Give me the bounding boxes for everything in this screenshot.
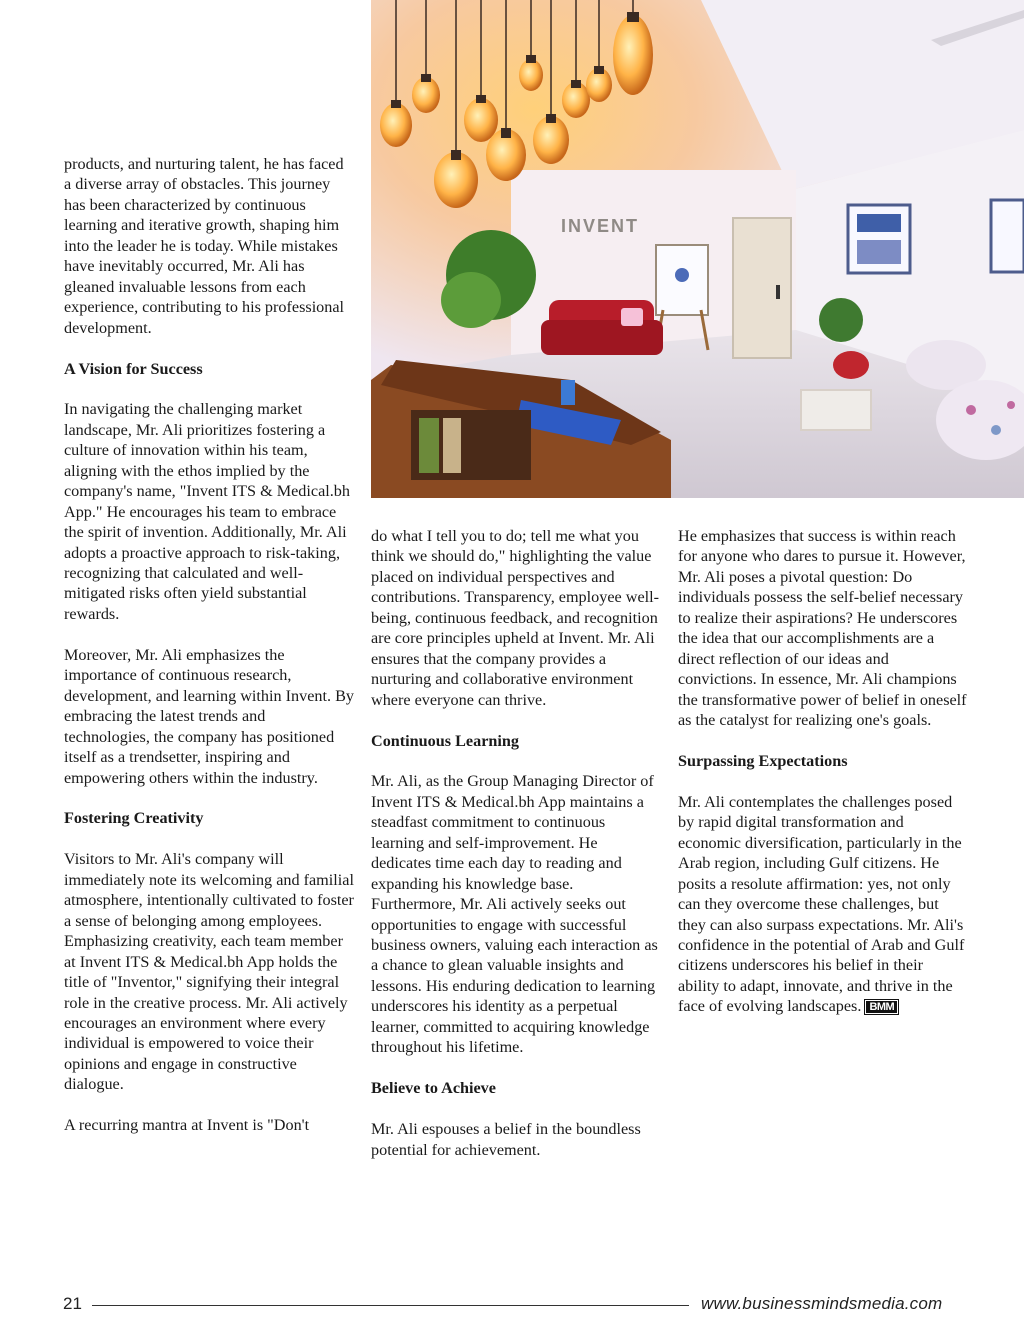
- wall-sign: INVENT: [561, 216, 640, 236]
- footer-url: www.businessmindsmedia.com: [701, 1294, 943, 1313]
- paragraph: In navigating the challenging market landscape, Mr. Ali prioritizes fostering a culture of innovation within his team, aligning with the ethos implied by the company's name, "Invent ITS & Medical.bh App." He encourages his team to embrace the spirit of invention. Additionally, Mr. Ali adopts a proactive approach to risk-taking, recognizing that calculated and well-mitigated risks often yield substantial rewards.: [64, 400, 350, 623]
- footer-divider: [92, 1305, 689, 1306]
- end-mark-logo: BMM: [865, 1000, 898, 1014]
- article-column-2: [371, 526, 661, 1180]
- paragraph: Mr. Ali espouses a belief in the boundless potential for achievement.: [371, 1120, 641, 1159]
- section-heading: Believe to Achieve: [371, 1079, 496, 1098]
- paragraph: do what I tell you to do; tell me what you think we should do," highlighting the value placed on individual perspectives and contributions. Transparency, employee well-being, continuous feedback, and recognition are core principles upheld at Invent. Mr. Ali ensures that the company provides a nurturing and collaborative environment where everyone can thrive.: [371, 527, 660, 709]
- office-photo: [371, 0, 1024, 498]
- paragraph: Mr. Ali, as the Group Managing Director of Invent ITS & Medical.bh App maintains a steadfast commitment to continuous learning and self-improvement. He dedicates time each day to reading and expanding his knowledge base. Furthermore, Mr. Ali actively seeks out opportunities to engage with successful business owners, valuing each interaction as a chance to glean valuable insights and lessons. His enduring dedication to learning underscores his identity as a perpetual learner, committed to acquiring knowledge throughout his lifetime.: [371, 772, 658, 1057]
- paragraph: [678, 792, 968, 1017]
- paragraph: Moreover, Mr. Ali emphasizes the importance of continuous research, development, and learning within Invent. By embracing the latest trends and technologies, the company has positioned itself as a trendsetter, inspiring and empowering others within the industry.: [64, 645, 354, 787]
- paragraph: products, and nurturing talent, he has faced a diverse array of obstacles. This journey has been characterized by continuous learning and iterative growth, shaping him into the leader he is today. While mistakes have inevitably occurred, Mr. Ali has gleaned invaluable lessons from each experience, contributing to his professional development.: [64, 155, 345, 337]
- paragraph: He emphasizes that success is within reach for anyone who dares to pursue it. However, Mr. Ali poses a pivotal question: Do individuals possess the self-belief necessary to realize their aspirations? He underscores the idea that our accomplishments are a direct reflection of our ideas and convictions. In essence, Mr. Ali champions the transformative power of belief in oneself as the catalyst for realizing one's goals.: [678, 527, 967, 730]
- page-number: 21: [63, 1294, 82, 1313]
- section-heading: Fostering Creativity: [64, 809, 204, 828]
- paragraph: Visitors to Mr. Ali's company will immediately note its welcoming and familial atmosphere, intentionally cultivated to foster a sense of belonging among employees. Emphasizing creativity, each team member at Invent ITS & Medical.bh App holds the title of "Inventor," signifying their integral role in the creative process. Mr. Ali actively encourages an environment where every individual is empowered to voice their opinions and engage in constructive dialogue.: [64, 850, 354, 1094]
- article-column-3: [678, 526, 968, 1037]
- section-heading: A Vision for Success: [64, 359, 203, 378]
- section-heading: Surpassing Expectations: [678, 751, 848, 770]
- article-column-1: [64, 154, 354, 1156]
- section-heading: Continuous Learning: [371, 731, 519, 750]
- paragraph: A recurring mantra at Invent is "Don't: [64, 1116, 310, 1135]
- paragraph-text: Mr. Ali contemplates the challenges posed by rapid digital transformation and economic diversification, particularly in the Arab region, including Gulf citizens. He posits a resolute affirmation: yes, not only can they overcome these challenges, but they can also surpass expectations. Mr. Ali's confidence in the potential of Arab and Gulf citizens underscores his belief in their ability to adapt, innovate, and thrive in the face of evolving landscapes.: [678, 792, 965, 1016]
